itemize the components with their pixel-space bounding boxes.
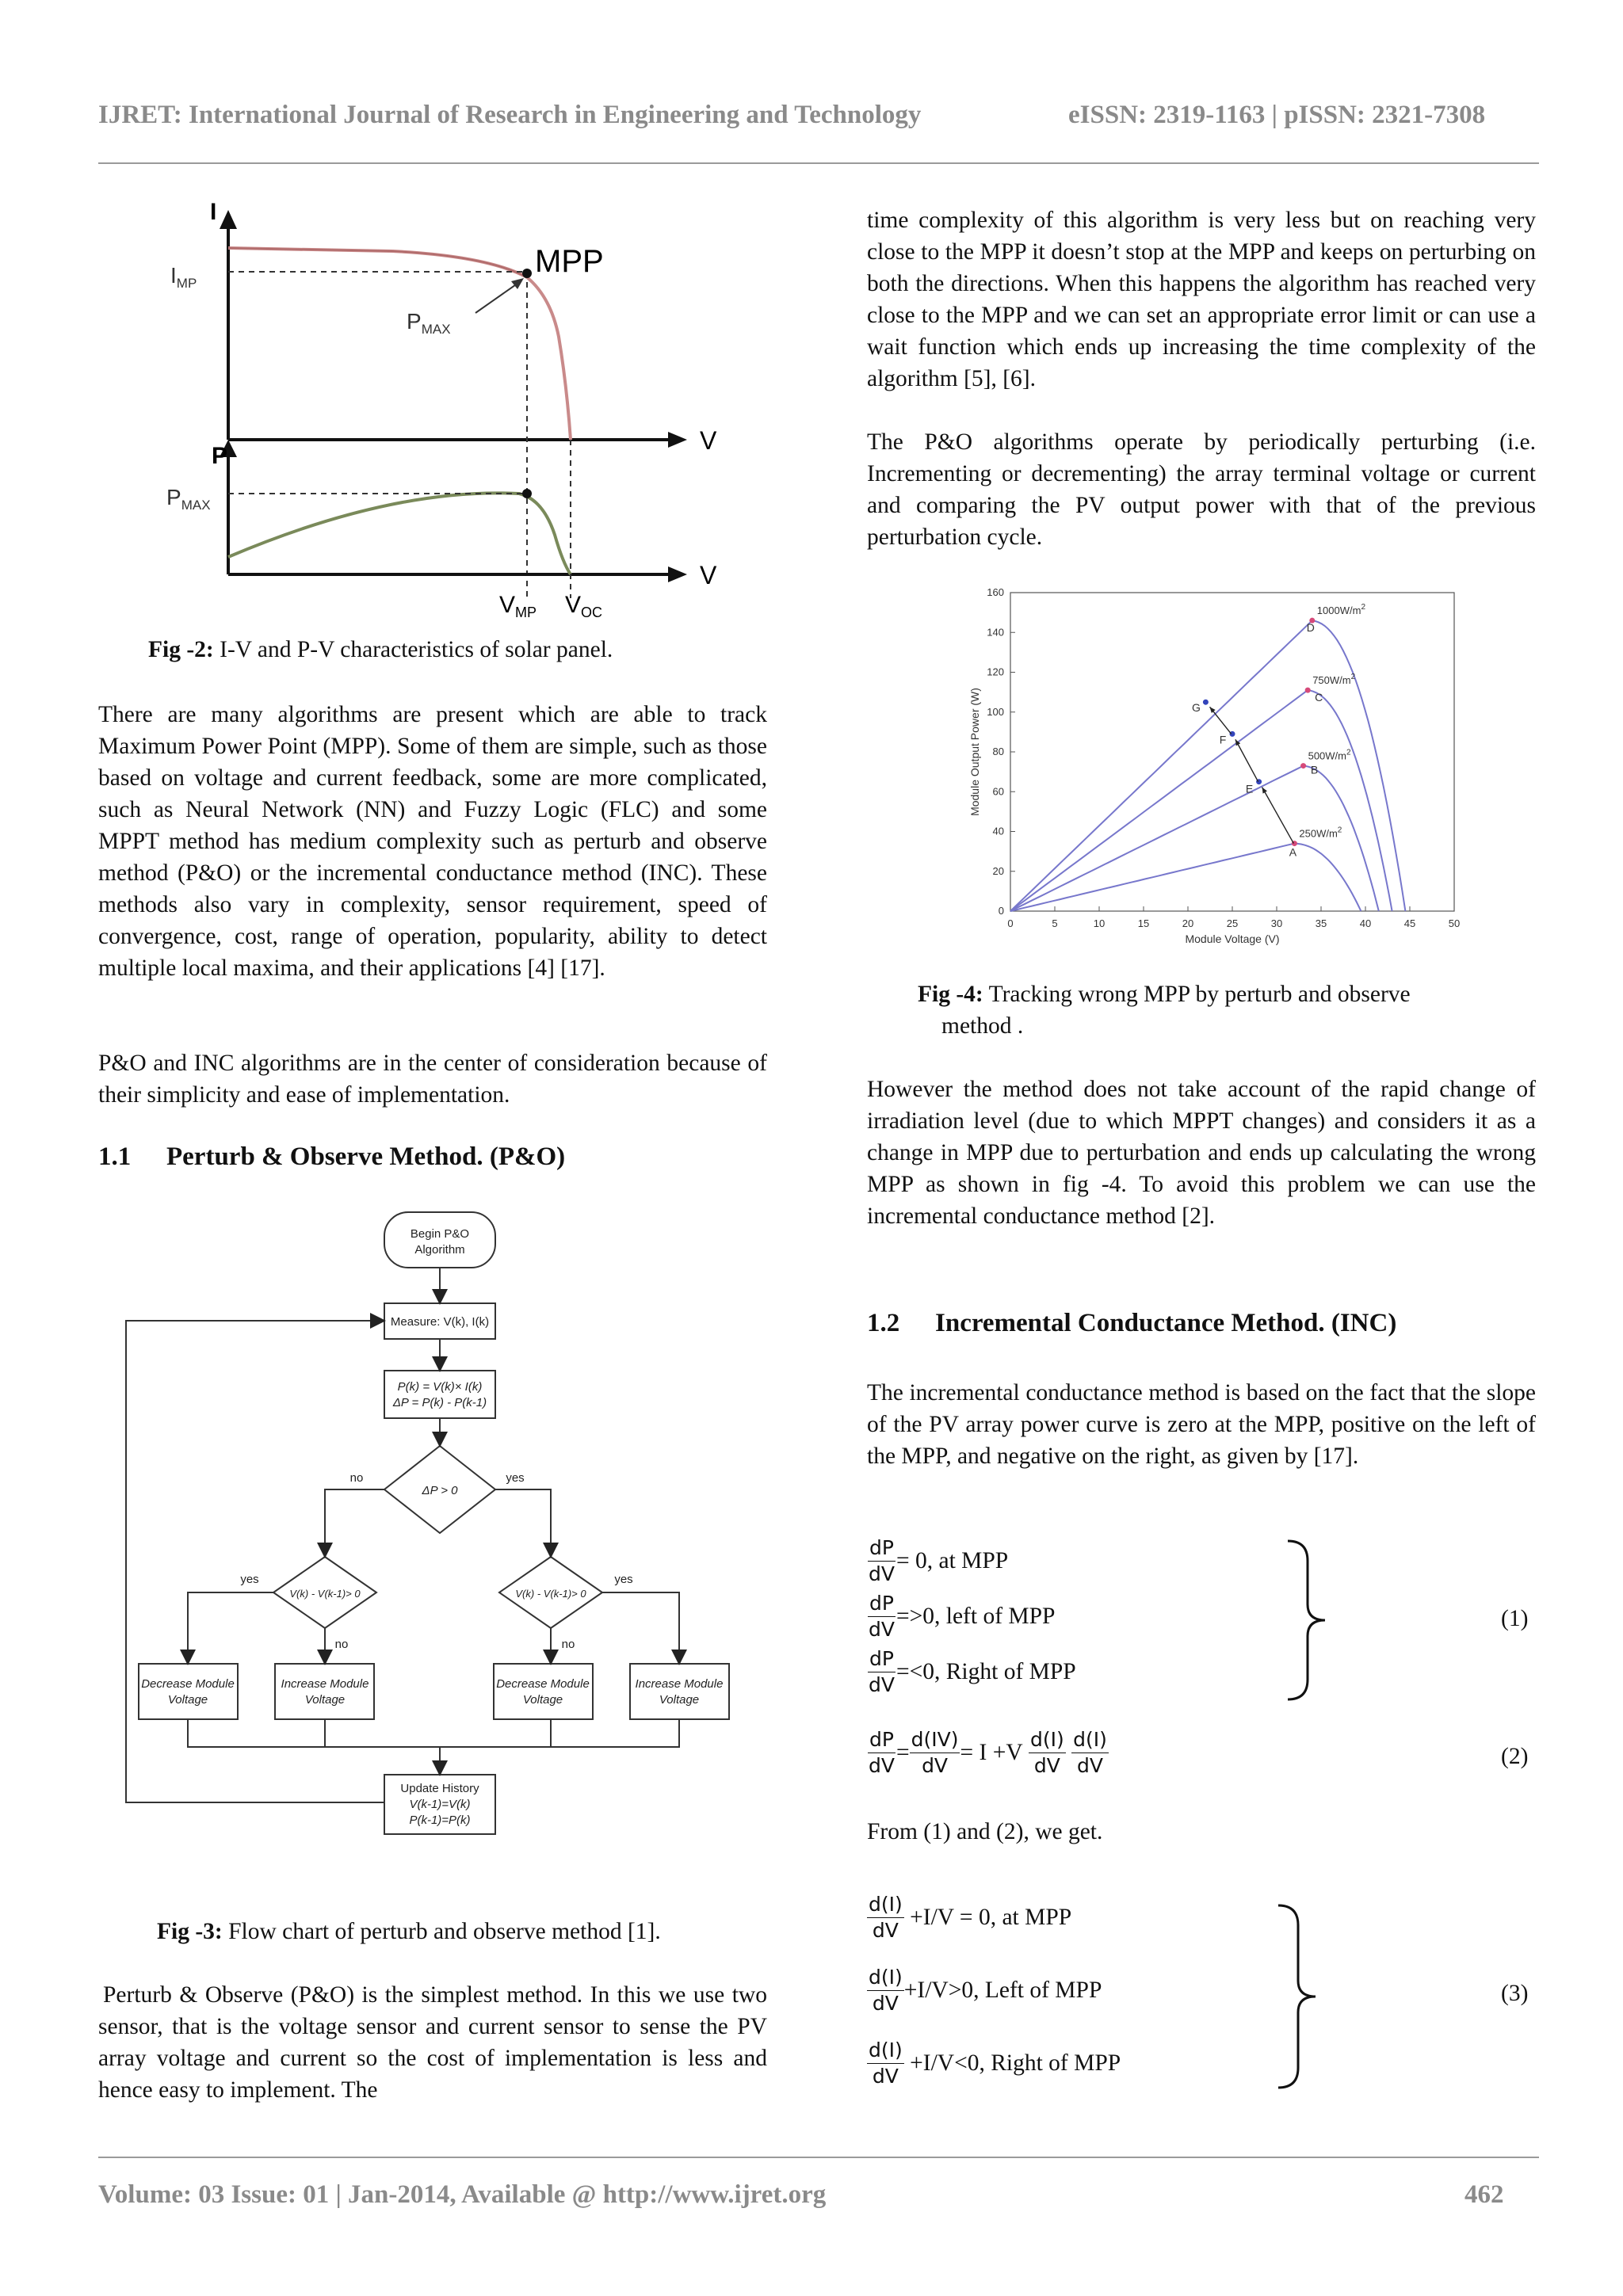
eq2-number: (2) bbox=[1501, 1744, 1529, 1769]
svg-text:V(k) - V(k-1)> 0: V(k) - V(k-1)> 0 bbox=[289, 1588, 361, 1600]
svg-text:Voltage: Voltage bbox=[167, 1693, 208, 1707]
y-tick-label: 80 bbox=[992, 746, 1004, 757]
eq1-line3: $\frac{dP}{dV}$ =<0, Right of MPP bbox=[869, 1647, 1076, 1696]
svg-text:no: no bbox=[349, 1471, 364, 1485]
x-tick-label: 45 bbox=[1403, 917, 1416, 929]
point-label: D bbox=[1306, 621, 1315, 635]
y-axis-label: Module Output Power (W) bbox=[968, 688, 981, 816]
from-text: From (1) and (2), we get. bbox=[867, 1819, 1103, 1844]
point-label: A bbox=[1289, 845, 1297, 859]
series-line bbox=[1010, 690, 1392, 911]
eq1-brace bbox=[1284, 1537, 1331, 1703]
svg-text:Begin P&O: Begin P&O bbox=[410, 1227, 470, 1241]
svg-text:P(k-1)=P(k): P(k-1)=P(k) bbox=[409, 1814, 471, 1827]
x-tick-label: 40 bbox=[1359, 917, 1372, 929]
svg-text:ΔP > 0: ΔP > 0 bbox=[422, 1484, 458, 1497]
y-tick-label: 20 bbox=[992, 864, 1004, 877]
x-tick-label: 35 bbox=[1315, 917, 1327, 929]
svg-text:Decrease Module: Decrease Module bbox=[496, 1677, 590, 1691]
y-tick-label: 160 bbox=[987, 586, 1004, 598]
page-number: 462 bbox=[1465, 2180, 1504, 2209]
eq3-line2: $\frac{d(I)}{dV}$ +I/V>0, Left of MPP bbox=[869, 1966, 1102, 2015]
x-tick-label: 15 bbox=[1137, 917, 1150, 929]
svg-text:Increase Module: Increase Module bbox=[281, 1677, 369, 1691]
mpp-label: MPP bbox=[535, 244, 604, 279]
eq2-line: $\frac{dP}{dV}$ = $\frac{d(IV)}{dV}$ = I +V $\frac{d(I)}{dV}$ $\frac{d(I)}{dV}$ bbox=[869, 1728, 1107, 1777]
header-rule bbox=[98, 162, 1539, 164]
fig2-caption: Fig -2: I-V and P-V characteristics of solar panel. bbox=[148, 637, 613, 662]
section-heading-1-1: 1.1 Perturb & Observe Method. (P&O) bbox=[98, 1142, 566, 1171]
vmp-label: $V_{MP}$ bbox=[499, 592, 537, 620]
svg-text:Measure: V(k), I(k): Measure: V(k), I(k) bbox=[390, 1315, 490, 1329]
x-tick-label: 10 bbox=[1093, 917, 1106, 929]
fig3-caption: Fig -3: Flow chart of perturb and observe method [1]. bbox=[157, 1919, 661, 1944]
fig3-flowchart bbox=[123, 1204, 757, 1846]
tracking-arrow bbox=[1235, 739, 1258, 781]
y-tick-label: 40 bbox=[992, 825, 1004, 837]
pmax-label-top: $P_{MAX}$ bbox=[407, 309, 451, 337]
mpp-marker bbox=[1305, 688, 1311, 693]
p-axis-label: P bbox=[212, 443, 228, 469]
x-tick-label: 30 bbox=[1270, 917, 1283, 929]
footer-volume: Volume: 03 Issue: 01 | Jan-2014, Available @ http://www.ijret.org bbox=[98, 2180, 827, 2209]
plot-frame bbox=[1010, 593, 1454, 911]
mpp-marker bbox=[1203, 700, 1209, 705]
svg-text:yes: yes bbox=[506, 1471, 525, 1485]
right-para-2: The P&O algorithms operate by periodically perturbing (i.e. Incrementing or decrementing) the array terminal voltage or current and comparing the PV output power with that of the previous perturbation cycle. bbox=[867, 429, 1536, 550]
y-tick-label: 60 bbox=[992, 785, 1004, 798]
fig4-caption: Fig -4: Tracking wrong MPP by perturb and observe method . bbox=[918, 982, 1411, 1039]
eq3-number: (3) bbox=[1501, 1981, 1529, 2006]
increase-voltage-right bbox=[630, 1664, 729, 1719]
svg-text:V(k) - V(k-1)> 0: V(k) - V(k-1)> 0 bbox=[515, 1588, 586, 1600]
svg-text:ΔP = P(k) - P(k-1): ΔP = P(k) - P(k-1) bbox=[392, 1396, 487, 1409]
svg-text:yes: yes bbox=[240, 1573, 259, 1586]
x-tick-label: 5 bbox=[1052, 917, 1058, 929]
y-tick-label: 0 bbox=[998, 905, 1004, 917]
eq1-line2: $\frac{dP}{dV}$ =>0, left of MPP bbox=[869, 1592, 1056, 1641]
svg-text:Voltage: Voltage bbox=[304, 1693, 346, 1707]
v-axis-label-top: V bbox=[700, 426, 717, 455]
svg-text:V(k-1)=V(k): V(k-1)=V(k) bbox=[409, 1798, 471, 1811]
decrease-voltage-left bbox=[139, 1664, 238, 1719]
eq3-brace bbox=[1274, 1901, 1322, 2092]
eq3-line3: $\frac{d(I)}{dV}$ +I/V<0, Right of MPP bbox=[869, 2039, 1121, 2088]
journal-title: IJRET: International Journal of Research in Engineering and Technology bbox=[98, 101, 922, 129]
series-label: $500W/m^2$ bbox=[1308, 748, 1351, 762]
x-tick-label: 25 bbox=[1226, 917, 1239, 929]
left-para-1: There are many algorithms are present which are able to track Maximum Power Point (MPP). Some of them are simple, such as those based on voltage and current feedback, some are more complicated, such as Neural Network (NN) and Fuzzy Logic (FLC) and some MPPT method has medium complexity such as perturb and observe method (P&O) or the incremental conductance method (INC). These methods also vary in complexity, sensor requirement, speed of convergence, cost, range of operation, popularity, ability to detect multiple local maxima, and their applications [4] [17]. bbox=[98, 702, 767, 981]
svg-text:no: no bbox=[561, 1638, 575, 1651]
svg-text:Voltage: Voltage bbox=[522, 1693, 563, 1707]
right-para-1: time complexity of this algorithm is very less but on reaching very close to the MPP it doesn’t stop at the MPP and keeps on perturbing on both the directions. When this happens the algorithm has reached very close to the MPP and we can set an appropriate error limit or can use a wait function which ends up increasing the time complexity of the algorithm [5], [6]. bbox=[867, 208, 1536, 391]
svg-text:Voltage: Voltage bbox=[659, 1693, 700, 1707]
left-para-2: P&O and INC algorithms are in the center of consideration because of their simplicity and ease of implementation. bbox=[98, 1051, 767, 1108]
x-tick-label: 20 bbox=[1182, 917, 1194, 929]
svg-text:Decrease Module: Decrease Module bbox=[141, 1677, 235, 1691]
footer-rule bbox=[98, 2157, 1539, 2158]
point-label: C bbox=[1315, 691, 1323, 704]
fig2-iv-pv-figure bbox=[155, 202, 741, 630]
pmax-point bbox=[522, 489, 532, 498]
pmax-label-bottom: $P_{MAX}$ bbox=[166, 485, 211, 513]
series-line bbox=[1010, 844, 1361, 911]
eq3-line1: $\frac{d(I)}{dV}$ +I/V = 0, at MPP bbox=[869, 1893, 1072, 1942]
imp-label: $I_{MP}$ bbox=[170, 263, 197, 291]
x-axis-label: Module Voltage (V) bbox=[1185, 933, 1280, 945]
y-tick-label: 120 bbox=[987, 666, 1004, 678]
eq1-number: (1) bbox=[1501, 1606, 1529, 1631]
mpp-point bbox=[522, 269, 532, 278]
y-tick-label: 100 bbox=[987, 705, 1004, 718]
svg-text:yes: yes bbox=[614, 1573, 633, 1586]
x-tick-label: 50 bbox=[1448, 917, 1461, 929]
right-para-3: However the method does not take account of the rapid change of irradiation level (due to which MPPT changes) and considers it as a change in MPP due to perturbation and ends up calculating the wrong MPP as shown in fig -4. To avoid this problem we can use the incremental conductance method [2]. bbox=[867, 1077, 1536, 1229]
left-para-3: Perturb & Observe (P&O) is the simplest method. In this we use two sensor, that is the voltage sensor and current sensor to sense the PV array voltage and current so the cost of implementation is less and hence easy to implement. The bbox=[98, 1982, 767, 2103]
series-label: $750W/m^2$ bbox=[1312, 673, 1356, 687]
svg-text:no: no bbox=[334, 1638, 349, 1651]
series-label: $1000W/m^2$ bbox=[1316, 603, 1366, 617]
decrease-voltage-right bbox=[494, 1664, 593, 1719]
voc-label: $V_{OC}$ bbox=[565, 592, 603, 620]
mpp-marker bbox=[1300, 763, 1306, 769]
svg-text:P(k) = V(k)× I(k): P(k) = V(k)× I(k) bbox=[397, 1380, 483, 1394]
y-tick-label: 140 bbox=[987, 626, 1004, 639]
tracking-arrow bbox=[1262, 788, 1294, 844]
x-tick-label: 0 bbox=[1007, 917, 1014, 929]
series-label: $250W/m^2$ bbox=[1299, 826, 1342, 840]
fig4-power-voltage-chart bbox=[963, 578, 1486, 959]
svg-text:Update History: Update History bbox=[400, 1782, 479, 1795]
point-label: B bbox=[1310, 763, 1319, 776]
point-label: G bbox=[1191, 701, 1201, 715]
svg-text:Algorithm: Algorithm bbox=[414, 1243, 465, 1257]
point-label: F bbox=[1219, 733, 1227, 746]
section-heading-1-2: 1.2 Incremental Conductance Method. (INC) bbox=[867, 1309, 1397, 1337]
increase-voltage-left bbox=[275, 1664, 374, 1719]
calc-node bbox=[384, 1371, 495, 1418]
v-axis-label-bottom: V bbox=[700, 561, 717, 589]
issn: eISSN: 2319-1163 | pISSN: 2321-7308 bbox=[1068, 101, 1486, 129]
svg-text:Increase Module: Increase Module bbox=[635, 1677, 724, 1691]
i-axis-label: I bbox=[210, 202, 217, 225]
point-label: E bbox=[1245, 782, 1254, 795]
right-para-4: The incremental conductance method is based on the fact that the slope of the PV array power curve is zero at the MPP, positive on the left of the MPP, and negative on the right, as given by [17]. bbox=[867, 1380, 1536, 1469]
eq1-line1: $\frac{dP}{dV}$ = 0, at MPP bbox=[869, 1536, 1009, 1585]
